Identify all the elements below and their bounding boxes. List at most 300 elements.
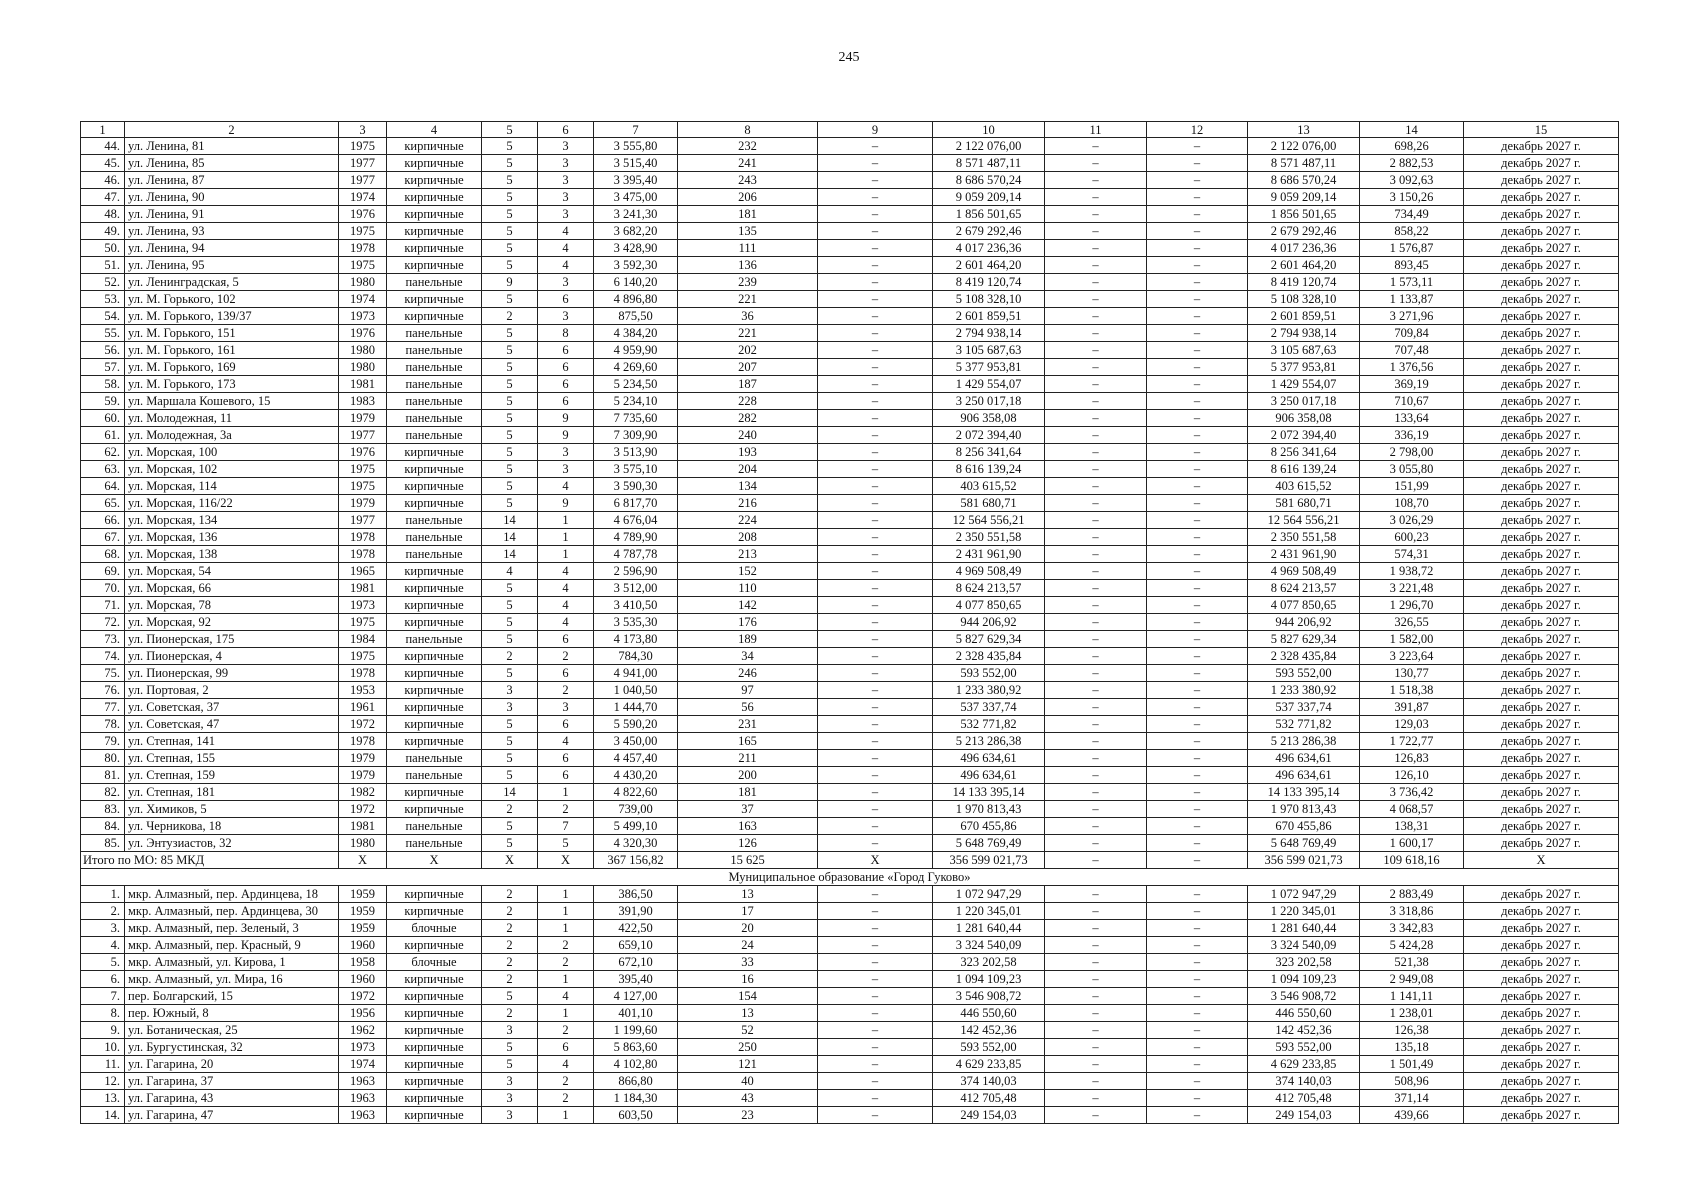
table-cell: 282	[678, 410, 818, 427]
table-row	[81, 325, 1619, 342]
table-cell: декабрь 2027 г.	[1464, 665, 1619, 682]
table-cell: 6	[538, 393, 594, 410]
table-cell: –	[818, 325, 933, 342]
table-cell: панельные	[387, 393, 482, 410]
table-cell: 1978	[339, 665, 387, 682]
table-cell: 5	[482, 325, 538, 342]
table-cell: –	[818, 444, 933, 461]
table-cell: 138,31	[1360, 818, 1464, 835]
table-row	[81, 903, 1619, 920]
table-cell: панельные	[387, 767, 482, 784]
table-cell: ул. Советская, 47	[125, 716, 339, 733]
table-cell: декабрь 2027 г.	[1464, 1056, 1619, 1073]
table-cell: 4 017 236,36	[933, 240, 1045, 257]
table-cell: –	[1045, 665, 1147, 682]
table-cell: 2	[538, 1090, 594, 1107]
table-cell: 3 318,86	[1360, 903, 1464, 920]
table-cell: панельные	[387, 274, 482, 291]
table-cell: 4	[538, 988, 594, 1005]
table-cell: 1 444,70	[594, 699, 678, 716]
table-cell: 906 358,08	[1248, 410, 1360, 427]
table-cell: 1 233 380,92	[1248, 682, 1360, 699]
table-cell: 5	[482, 240, 538, 257]
table-cell: 142 452,36	[933, 1022, 1045, 1039]
table-cell: 4 430,20	[594, 767, 678, 784]
table-cell: 875,50	[594, 308, 678, 325]
table-cell: 72.	[81, 614, 125, 631]
table-cell: 6	[538, 342, 594, 359]
table-cell: 2 328 435,84	[1248, 648, 1360, 665]
table-cell: 163	[678, 818, 818, 835]
table-cell: 40	[678, 1073, 818, 1090]
table-cell: –	[818, 988, 933, 1005]
table-cell: мкр. Алмазный, ул. Мира, 16	[125, 971, 339, 988]
table-cell: 12.	[81, 1073, 125, 1090]
table-cell: декабрь 2027 г.	[1464, 580, 1619, 597]
table-cell: 3 555,80	[594, 138, 678, 155]
table-cell: 33	[678, 954, 818, 971]
table-cell: –	[1045, 682, 1147, 699]
table-cell: 187	[678, 376, 818, 393]
table-cell: декабрь 2027 г.	[1464, 325, 1619, 342]
table-cell: 7 309,90	[594, 427, 678, 444]
table-cell: 8 624 213,57	[1248, 580, 1360, 597]
table-cell: 1962	[339, 1022, 387, 1039]
table-cell: –	[1147, 461, 1248, 478]
table-cell: ул. Ленина, 90	[125, 189, 339, 206]
table-cell: 1.	[81, 886, 125, 903]
table-cell: ул. Степная, 141	[125, 733, 339, 750]
table-cell: 3 590,30	[594, 478, 678, 495]
table-cell: –	[1045, 563, 1147, 580]
table-cell: Муниципальное образование «Город Гуково»	[81, 869, 1619, 886]
table-cell: 2 679 292,46	[933, 223, 1045, 240]
table-cell: 1956	[339, 1005, 387, 1022]
table-cell: –	[1147, 1073, 1248, 1090]
table-cell: 3 324 540,09	[933, 937, 1045, 954]
table-cell: –	[818, 767, 933, 784]
table-cell: –	[1045, 410, 1147, 427]
table-cell: –	[818, 410, 933, 427]
table-cell: 239	[678, 274, 818, 291]
table-cell: –	[1147, 512, 1248, 529]
table-cell: –	[1147, 1107, 1248, 1124]
table-cell: 14 133 395,14	[1248, 784, 1360, 801]
table-cell: 3 513,90	[594, 444, 678, 461]
table-cell: ул. Морская, 54	[125, 563, 339, 580]
table-cell: 142 452,36	[1248, 1022, 1360, 1039]
table-cell: –	[818, 461, 933, 478]
table-cell: блочные	[387, 954, 482, 971]
table-cell: кирпичные	[387, 1005, 482, 1022]
table-cell: 371,14	[1360, 1090, 1464, 1107]
table-cell: –	[818, 920, 933, 937]
table-cell: –	[1045, 835, 1147, 852]
table-cell: –	[1045, 597, 1147, 614]
table-row	[81, 291, 1619, 308]
table-cell: 4 102,80	[594, 1056, 678, 1073]
table-cell: ул. Ленина, 85	[125, 155, 339, 172]
table-cell: декабрь 2027 г.	[1464, 461, 1619, 478]
table-cell: 6	[538, 631, 594, 648]
table-cell: –	[1147, 274, 1248, 291]
table-header-row	[81, 122, 1619, 138]
table-cell: 5 863,60	[594, 1039, 678, 1056]
table-cell: декабрь 2027 г.	[1464, 597, 1619, 614]
table-cell: 13	[678, 886, 818, 903]
table-cell: 395,40	[594, 971, 678, 988]
table-cell: 1980	[339, 359, 387, 376]
table-cell: –	[1147, 223, 1248, 240]
table-cell: 3 271,96	[1360, 308, 1464, 325]
table-cell: –	[1045, 546, 1147, 563]
table-cell: 76.	[81, 682, 125, 699]
table-cell: 1973	[339, 308, 387, 325]
table-cell: 63.	[81, 461, 125, 478]
table-cell: 74.	[81, 648, 125, 665]
table-row	[81, 257, 1619, 274]
table-cell: 710,67	[1360, 393, 1464, 410]
table-cell: 4	[538, 240, 594, 257]
table-cell: –	[1147, 189, 1248, 206]
table-cell: ул. Ленина, 81	[125, 138, 339, 155]
table-cell: 944 206,92	[933, 614, 1045, 631]
table-cell: 8 686 570,24	[933, 172, 1045, 189]
table-cell: 4 787,78	[594, 546, 678, 563]
table-cell: 121	[678, 1056, 818, 1073]
table-cell: 83.	[81, 801, 125, 818]
table-cell: 73.	[81, 631, 125, 648]
table-cell: 1976	[339, 444, 387, 461]
table-cell: 2	[125, 122, 339, 138]
table-cell: декабрь 2027 г.	[1464, 1039, 1619, 1056]
table-cell: 5	[482, 223, 538, 240]
table-cell: декабрь 2027 г.	[1464, 750, 1619, 767]
table-cell: 5 827 629,34	[933, 631, 1045, 648]
table-cell: 1 233 380,92	[933, 682, 1045, 699]
table-cell: –	[818, 427, 933, 444]
table-cell: кирпичные	[387, 138, 482, 155]
table-cell: 1979	[339, 750, 387, 767]
table-cell: –	[1045, 427, 1147, 444]
table-cell: –	[1147, 852, 1248, 869]
table-cell: 216	[678, 495, 818, 512]
table-row	[81, 886, 1619, 903]
table-row	[81, 801, 1619, 818]
table-cell: декабрь 2027 г.	[1464, 291, 1619, 308]
table-row	[81, 189, 1619, 206]
table-cell: 56.	[81, 342, 125, 359]
table-cell: 67.	[81, 529, 125, 546]
table-cell: –	[1147, 682, 1248, 699]
table-cell: 6	[538, 1039, 594, 1056]
table-cell: кирпичные	[387, 240, 482, 257]
table-cell: 8 624 213,57	[933, 580, 1045, 597]
table-cell: 81.	[81, 767, 125, 784]
table-cell: 13	[678, 1005, 818, 1022]
table-cell: 1963	[339, 1073, 387, 1090]
table-cell: –	[818, 376, 933, 393]
table-cell: 152	[678, 563, 818, 580]
table-cell: декабрь 2027 г.	[1464, 257, 1619, 274]
table-cell: 5	[482, 614, 538, 631]
table-cell: кирпичные	[387, 784, 482, 801]
table-cell: 4	[538, 597, 594, 614]
table-cell: кирпичные	[387, 716, 482, 733]
table-cell: декабрь 2027 г.	[1464, 223, 1619, 240]
table-cell: 5 108 328,10	[1248, 291, 1360, 308]
table-cell: 3	[538, 172, 594, 189]
table-cell: 386,50	[594, 886, 678, 903]
table-cell: 1977	[339, 512, 387, 529]
table-cell: 3 546 908,72	[933, 988, 1045, 1005]
table-cell: –	[1045, 512, 1147, 529]
table-cell: 2	[538, 937, 594, 954]
table-cell: 1	[538, 886, 594, 903]
table-row	[81, 529, 1619, 546]
table-cell: 34	[678, 648, 818, 665]
table-cell: декабрь 2027 г.	[1464, 699, 1619, 716]
table-cell: –	[1147, 291, 1248, 308]
table-cell: декабрь 2027 г.	[1464, 189, 1619, 206]
table-cell: –	[1045, 767, 1147, 784]
table-cell: 4 077 850,65	[1248, 597, 1360, 614]
table-cell: ул. Степная, 181	[125, 784, 339, 801]
table-cell: кирпичные	[387, 580, 482, 597]
table-cell: –	[1045, 1056, 1147, 1073]
table-cell: 1975	[339, 257, 387, 274]
table-cell: 1	[538, 546, 594, 563]
table-cell: декабрь 2027 г.	[1464, 206, 1619, 223]
table-cell: 374 140,03	[1248, 1073, 1360, 1090]
table-cell: 14.	[81, 1107, 125, 1124]
table-cell: 5 213 286,38	[1248, 733, 1360, 750]
table-cell: 250	[678, 1039, 818, 1056]
table-cell: 3 682,20	[594, 223, 678, 240]
table-cell: ул. Ленина, 87	[125, 172, 339, 189]
table-cell: 65.	[81, 495, 125, 512]
table-cell: –	[1045, 461, 1147, 478]
table-cell: кирпичные	[387, 971, 482, 988]
table-cell: –	[1147, 257, 1248, 274]
table-cell: 446 550,60	[933, 1005, 1045, 1022]
table-cell: 1 281 640,44	[933, 920, 1045, 937]
table-cell: 6	[538, 376, 594, 393]
table-cell: 1975	[339, 478, 387, 495]
table-cell: 1 970 813,43	[1248, 801, 1360, 818]
table-cell: –	[1147, 478, 1248, 495]
table-cell: 6	[538, 359, 594, 376]
table-cell: –	[1045, 801, 1147, 818]
table-cell: 1975	[339, 614, 387, 631]
table-cell: 48.	[81, 206, 125, 223]
table-cell: 323 202,58	[1248, 954, 1360, 971]
table-cell: 126,38	[1360, 1022, 1464, 1039]
table-cell: декабрь 2027 г.	[1464, 682, 1619, 699]
table-cell: мкр. Алмазный, пер. Красный, 9	[125, 937, 339, 954]
table-cell: 4 941,00	[594, 665, 678, 682]
table-cell: 5	[482, 495, 538, 512]
table-cell: 9	[538, 410, 594, 427]
table-cell: –	[818, 274, 933, 291]
table-cell: декабрь 2027 г.	[1464, 1005, 1619, 1022]
table-row	[81, 580, 1619, 597]
table-cell: 3	[482, 682, 538, 699]
table-cell: –	[1045, 274, 1147, 291]
table-cell: 1981	[339, 818, 387, 835]
table-cell: 3	[339, 122, 387, 138]
table-cell: X	[339, 852, 387, 869]
table-cell: 8 571 487,11	[1248, 155, 1360, 172]
table-cell: 1974	[339, 291, 387, 308]
table-row	[81, 920, 1619, 937]
table-cell: –	[1045, 1022, 1147, 1039]
table-cell: декабрь 2027 г.	[1464, 240, 1619, 257]
table-cell: 12 564 556,21	[933, 512, 1045, 529]
table-cell: 3	[482, 1090, 538, 1107]
table-cell: –	[1147, 138, 1248, 155]
table-cell: 1975	[339, 223, 387, 240]
table-cell: 2 679 292,46	[1248, 223, 1360, 240]
table-cell: кирпичные	[387, 155, 482, 172]
table-cell: 165	[678, 733, 818, 750]
table-cell: кирпичные	[387, 1022, 482, 1039]
table-cell: 1	[538, 529, 594, 546]
table-cell: 537 337,74	[1248, 699, 1360, 716]
table-cell: 5	[482, 257, 538, 274]
table-cell: 70.	[81, 580, 125, 597]
table-cell: кирпичные	[387, 257, 482, 274]
table-row	[81, 478, 1619, 495]
table-row	[81, 1107, 1619, 1124]
table-cell: ул. Пионерская, 4	[125, 648, 339, 665]
table-cell: 1	[538, 920, 594, 937]
table-cell: –	[1045, 325, 1147, 342]
table-cell: 9	[482, 274, 538, 291]
table-cell: ул. Гагарина, 47	[125, 1107, 339, 1124]
table-cell: пер. Южный, 8	[125, 1005, 339, 1022]
table-cell: 2	[482, 937, 538, 954]
table-cell: 1958	[339, 954, 387, 971]
table-cell: кирпичные	[387, 172, 482, 189]
table-cell: 151,99	[1360, 478, 1464, 495]
table-cell: 9	[818, 122, 933, 138]
table-cell: –	[1147, 563, 1248, 580]
table-cell: X	[387, 852, 482, 869]
table-cell: 1 296,70	[1360, 597, 1464, 614]
table-cell: –	[1147, 546, 1248, 563]
table-cell: 133,64	[1360, 410, 1464, 427]
table-cell: 8 616 139,24	[933, 461, 1045, 478]
table-row	[81, 1005, 1619, 1022]
table-cell: 193	[678, 444, 818, 461]
table-cell: X	[482, 852, 538, 869]
table-cell: 1 722,77	[1360, 733, 1464, 750]
table-cell: 4	[538, 223, 594, 240]
table-cell: 5 499,10	[594, 818, 678, 835]
table-cell: –	[818, 716, 933, 733]
table-cell: ул. М. Горького, 169	[125, 359, 339, 376]
table-cell: 446 550,60	[1248, 1005, 1360, 1022]
table-row	[81, 1090, 1619, 1107]
table-cell: 3	[538, 138, 594, 155]
table-cell: 8	[678, 122, 818, 138]
table-cell: 1 582,00	[1360, 631, 1464, 648]
table-cell: –	[1147, 376, 1248, 393]
table-cell: 1960	[339, 937, 387, 954]
table-cell: 3.	[81, 920, 125, 937]
table-cell: 496 634,61	[933, 750, 1045, 767]
table-cell: 8 419 120,74	[1248, 274, 1360, 291]
table-cell: 11	[1045, 122, 1147, 138]
table-cell: –	[1045, 852, 1147, 869]
table-cell: 2 794 938,14	[933, 325, 1045, 342]
table-cell: –	[818, 1022, 933, 1039]
table-cell: 5	[482, 155, 538, 172]
table-cell: –	[1147, 733, 1248, 750]
table-cell: 1	[81, 122, 125, 138]
table-cell: декабрь 2027 г.	[1464, 1090, 1619, 1107]
table-cell: –	[818, 682, 933, 699]
section-title-row	[81, 869, 1619, 886]
table-cell: –	[1045, 155, 1147, 172]
table-row	[81, 988, 1619, 1005]
table-cell: кирпичные	[387, 937, 482, 954]
table-cell: 8 686 570,24	[1248, 172, 1360, 189]
table-cell: –	[1147, 631, 1248, 648]
table-row	[81, 359, 1619, 376]
table-cell: декабрь 2027 г.	[1464, 444, 1619, 461]
table-cell: 1 220 345,01	[933, 903, 1045, 920]
table-cell: кирпичные	[387, 189, 482, 206]
table-cell: 5	[482, 461, 538, 478]
table-cell: кирпичные	[387, 495, 482, 512]
table-cell: ул. Морская, 102	[125, 461, 339, 478]
table-cell: 1974	[339, 189, 387, 206]
table-cell: кирпичные	[387, 1073, 482, 1090]
table-row	[81, 393, 1619, 410]
table-cell: 1	[538, 1005, 594, 1022]
table-cell: 2 601 464,20	[1248, 257, 1360, 274]
table-cell: 3 026,29	[1360, 512, 1464, 529]
table-cell: 202	[678, 342, 818, 359]
table-cell: 1 238,01	[1360, 1005, 1464, 1022]
table-cell: –	[1045, 699, 1147, 716]
table-cell: 207	[678, 359, 818, 376]
total-row	[81, 852, 1619, 869]
table-cell: 2	[482, 954, 538, 971]
table-cell: 439,66	[1360, 1107, 1464, 1124]
table-cell: 1 072 947,29	[933, 886, 1045, 903]
table-cell: 1984	[339, 631, 387, 648]
table-cell: 135	[678, 223, 818, 240]
table-cell: 2	[482, 648, 538, 665]
table-cell: –	[1147, 801, 1248, 818]
table-cell: –	[1045, 223, 1147, 240]
table-cell: 3 092,63	[1360, 172, 1464, 189]
table-cell: 784,30	[594, 648, 678, 665]
table-cell: ул. Портовая, 2	[125, 682, 339, 699]
table-cell: 1 856 501,65	[1248, 206, 1360, 223]
table-cell: 2 601 859,51	[933, 308, 1045, 325]
table-cell: 1982	[339, 784, 387, 801]
table-cell: 181	[678, 206, 818, 223]
table-cell: кирпичные	[387, 1090, 482, 1107]
table-cell: –	[1147, 410, 1248, 427]
table-cell: 1 141,11	[1360, 988, 1464, 1005]
table-cell: 5	[482, 189, 538, 206]
table-cell: 68.	[81, 546, 125, 563]
